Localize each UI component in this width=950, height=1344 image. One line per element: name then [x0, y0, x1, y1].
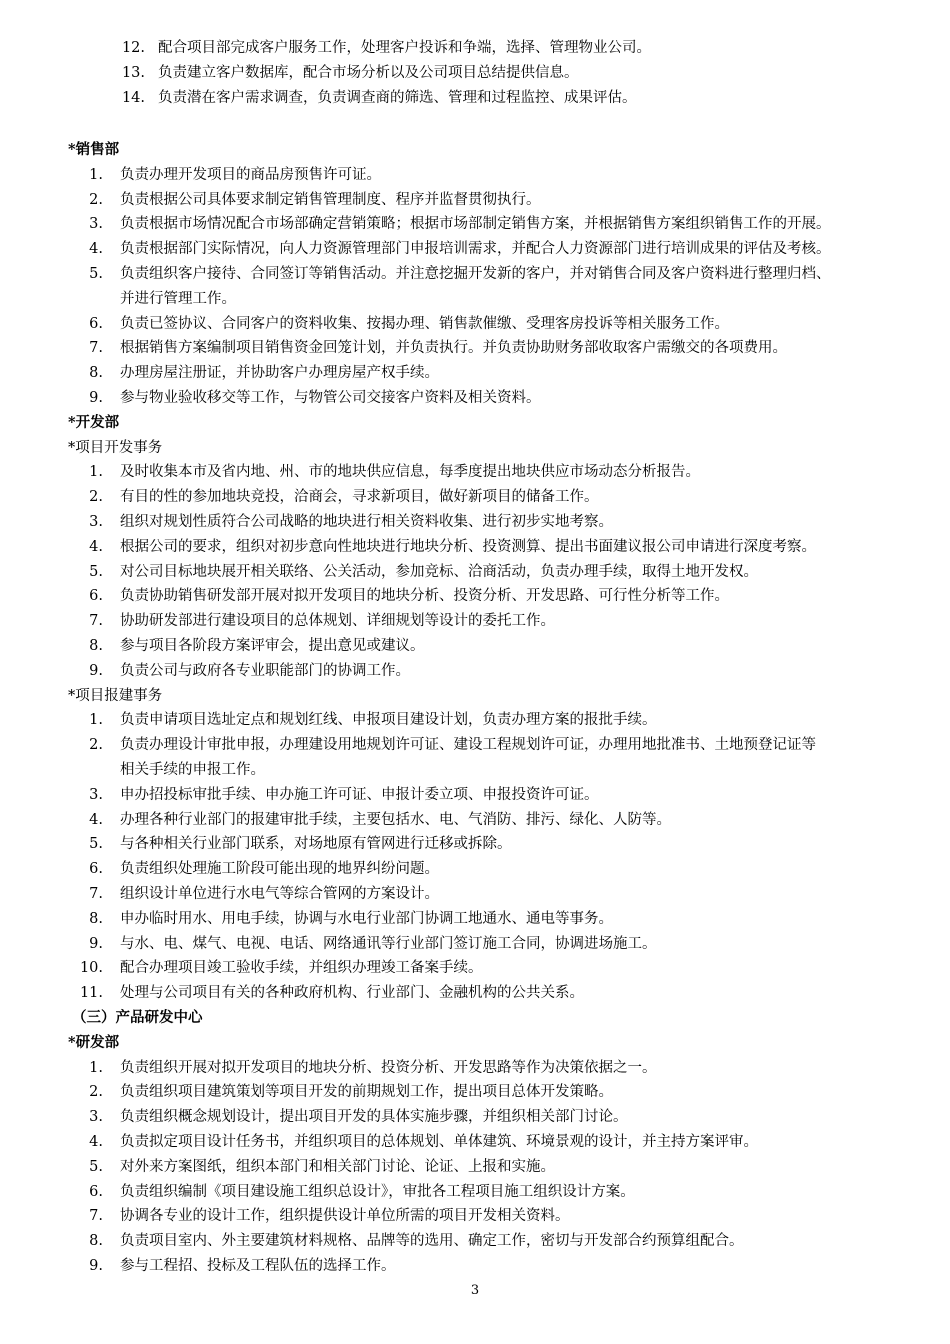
- list-item-number: 1.: [89, 712, 103, 729]
- list-item-number: 10.: [79, 960, 103, 977]
- list-item-text: 协助研发部进行建设项目的总体规划、详细规划等设计的委托工作。: [120, 613, 555, 630]
- list-item-text: 负责组织项目建筑策划等项目开发的前期规划工作，提出项目总体开发策略。: [120, 1084, 613, 1101]
- list-item-number: 2.: [89, 191, 103, 208]
- list-item-number: 6.: [89, 1183, 103, 1200]
- list-item-text: 负责根据部门实际情况，向人力资源管理部门申报培训需求，并配合人力资源部门进行培训成果的评估及考核。: [120, 241, 831, 258]
- list-item-text: 办理各种行业部门的报建审批手续，主要包括水、电、气消防、排污、绿化、人防等。: [120, 811, 671, 828]
- list-item-text: 参与工程招、投标及工程队伍的选择工作。: [120, 1258, 396, 1274]
- list-item-number: 4.: [89, 1134, 103, 1150]
- list-item-text: 根据销售方案编制项目销售资金回笼计划，并负责执行。并负责协助财务部收取客户需缴交的各项费用。: [120, 340, 787, 357]
- list-item-text: 申办临时用水、用电手续，协调与水电行业部门协调工地通水、通电等事务。: [120, 910, 613, 927]
- list-item-text: 及时收集本市及省内地、州、市的地块供应信息，每季度提出地块供应市场动态分析报告。: [120, 464, 700, 481]
- list-item-text: 根据公司的要求，组织对初步意向性地块进行地块分析、投资测算、提出书面建议报公司申请进行深度考察。: [120, 538, 816, 555]
- list-item-number: 2.: [89, 737, 103, 754]
- list-item-number: 5.: [89, 266, 103, 282]
- section-heading-center: （三）产品研发中心: [72, 1009, 203, 1026]
- list-item-text: 负责申请项目选址定点和规划红线、申报项目建设计划，负责办理方案的报批手续。: [120, 712, 657, 729]
- list-item-text: 对外来方案图纸，组织本部门和相关部门讨论、论证、上报和实施。: [120, 1158, 555, 1175]
- list-item-number: 9.: [89, 662, 103, 679]
- list-item-text: 与各种相关行业部门联系，对场地原有管网进行迁移或拆除。: [120, 836, 512, 853]
- list-item-text: 处理与公司项目有关的各种政府机构、行业部门、金融机构的公共关系。: [120, 985, 584, 1002]
- list-item-text: 参与物业验收移交等工作，与物管公司交接客户资料及相关资料。: [120, 390, 541, 406]
- list-item-text: 有目的性的参加地块竞投，洽商会，寻求新项目，做好新项目的储备工作。: [120, 489, 599, 506]
- list-item-text: 配合项目部完成客户服务工作，处理客户投诉和争端，选择、管理物业公司。: [158, 40, 651, 56]
- section-heading-dev: *开发部: [68, 413, 120, 431]
- list-item-text: 负责潜在客户需求调查，负责调查商的筛选、管理和过程监控、成果评估。: [158, 89, 637, 106]
- list-item-number: 3.: [89, 216, 103, 233]
- list-item-number: 7.: [89, 613, 103, 630]
- list-item-text: 负责拟定项目设计任务书，并组织项目的总体规划、单体建筑、环境景观的设计，并主持方案评审。: [120, 1134, 758, 1150]
- list-item-number: 4.: [89, 811, 103, 828]
- list-item-number: 4.: [89, 538, 103, 555]
- list-item-text: 负责建立客户数据库，配合市场分析以及公司项目总结提供信息。: [158, 64, 579, 81]
- list-item-number: 8.: [89, 1233, 103, 1250]
- list-item-text: 配合办理项目竣工验收手续，并组织办理竣工备案手续。: [120, 960, 483, 977]
- list-item-text: 协调各专业的设计工作，组织提供设计单位所需的项目开发相关资料。: [120, 1208, 570, 1225]
- list-item-number: 2.: [89, 1084, 103, 1101]
- list-item-number: 7.: [89, 340, 103, 357]
- list-item-text: 负责根据市场情况配合市场部确定营销策略；根据市场部制定销售方案，并根据销售方案组织销售工作的开展。: [120, 216, 831, 233]
- list-item-number: 3.: [89, 1109, 103, 1126]
- list-item-text: 负责组织处理施工阶段可能出现的地界纠纷问题。: [120, 861, 439, 878]
- list-item-text: 负责项目室内、外主要建筑材料规格、品牌等的选用、确定工作，密切与开发部合约预算组配合。: [120, 1233, 744, 1250]
- list-item-number: 7.: [89, 1208, 103, 1225]
- section-heading-rd: *研发部: [68, 1033, 120, 1051]
- list-item-text: 办理房屋注册证，并协助客户办理房屋产权手续。: [120, 365, 439, 382]
- list-item-number: 9.: [89, 1258, 103, 1274]
- list-item-text: 组织对规划性质符合公司战略的地块进行相关资料收集、进行初步实地考察。: [120, 514, 613, 530]
- list-item-number: 8.: [89, 638, 103, 654]
- subsection-heading: *项目开发事务: [68, 439, 163, 456]
- list-item-text: 负责组织编制《项目建设施工组织总设计》，审批各工程项目施工组织设计方案。: [120, 1183, 635, 1200]
- list-item-number: 8.: [89, 910, 103, 927]
- list-item-number: 1.: [89, 166, 103, 183]
- section-heading-sales: *销售部: [68, 141, 120, 158]
- list-item-number: 1.: [89, 464, 103, 481]
- list-item-number: 9.: [89, 390, 103, 406]
- list-item-text: 参与项目各阶段方案评审会，提出意见或建议。: [120, 638, 425, 654]
- list-item-number: 7.: [89, 886, 103, 902]
- list-item-text: 负责办理开发项目的商品房预售许可证。: [120, 166, 381, 183]
- list-item-text: 组织设计单位进行水电气等综合管网的方案设计。: [120, 886, 439, 902]
- list-item-number: 14.: [121, 89, 145, 106]
- list-item-number: 8.: [89, 365, 103, 382]
- list-item-text: 对公司目标地块展开相关联络、公关活动，参加竞标、洽商活动，负责办理手续，取得土地开发权。: [120, 563, 758, 580]
- list-item-text-continued: 并进行管理工作。: [120, 290, 236, 307]
- list-item-text: 申办招投标审批手续、申办施工许可证、申报计委立项、申报投资许可证。: [120, 786, 599, 803]
- list-item-number: 12.: [121, 40, 145, 56]
- list-item-number: 6.: [89, 861, 103, 878]
- list-item-text: 负责根据公司具体要求制定销售管理制度、程序并监督贯彻执行。: [120, 191, 541, 208]
- list-item-text: 负责协助销售研发部开展对拟开发项目的地块分析、投资分析、开发思路、可行性分析等工作。: [120, 588, 729, 605]
- list-item-number: 5.: [89, 836, 103, 853]
- list-item-number: 3.: [89, 514, 103, 530]
- list-item-number: 13.: [121, 64, 145, 81]
- list-item-number: 6.: [89, 315, 103, 332]
- list-item-text-continued: 相关手续的申报工作。: [120, 762, 265, 778]
- list-item-text: 负责组织概念规划设计，提出项目开发的具体实施步骤，并组织相关部门讨论。: [120, 1109, 628, 1126]
- list-item-number: 3.: [89, 786, 103, 803]
- subsection-heading: *项目报建事务: [68, 687, 163, 704]
- list-item-text: 负责组织开展对拟开发项目的地块分析、投资分析、开发思路等作为决策依据之一。: [120, 1059, 657, 1076]
- list-item-number: 6.: [89, 588, 103, 605]
- list-item-number: 5.: [89, 1158, 103, 1175]
- list-item-number: 5.: [89, 563, 103, 580]
- list-item-number: 2.: [89, 489, 103, 506]
- list-item-number: 9.: [89, 935, 103, 952]
- list-item-text: 与水、电、煤气、电视、电话、网络通讯等行业部门签订施工合同，协调进场施工。: [120, 935, 657, 952]
- list-item-text: 负责公司与政府各专业职能部门的协调工作。: [120, 662, 410, 679]
- list-item-text: 负责已签协议、合同客户的资料收集、按揭办理、销售款催缴、受理客房投诉等相关服务工作。: [120, 315, 729, 332]
- list-item-number: 1.: [89, 1059, 103, 1076]
- list-item-number: 11.: [79, 985, 103, 1002]
- list-item-text: 负责组织客户接待、合同签订等销售活动。并注意挖掘开发新的客户，并对销售合同及客户资料进行整理归档、: [120, 266, 831, 282]
- page-number: 3: [470, 1283, 480, 1298]
- list-item-text: 负责办理设计审批申报，办理建设用地规划许可证、建设工程规划许可证，办理用地批准书、土地预登记证等: [120, 737, 816, 754]
- list-item-number: 4.: [89, 241, 103, 258]
